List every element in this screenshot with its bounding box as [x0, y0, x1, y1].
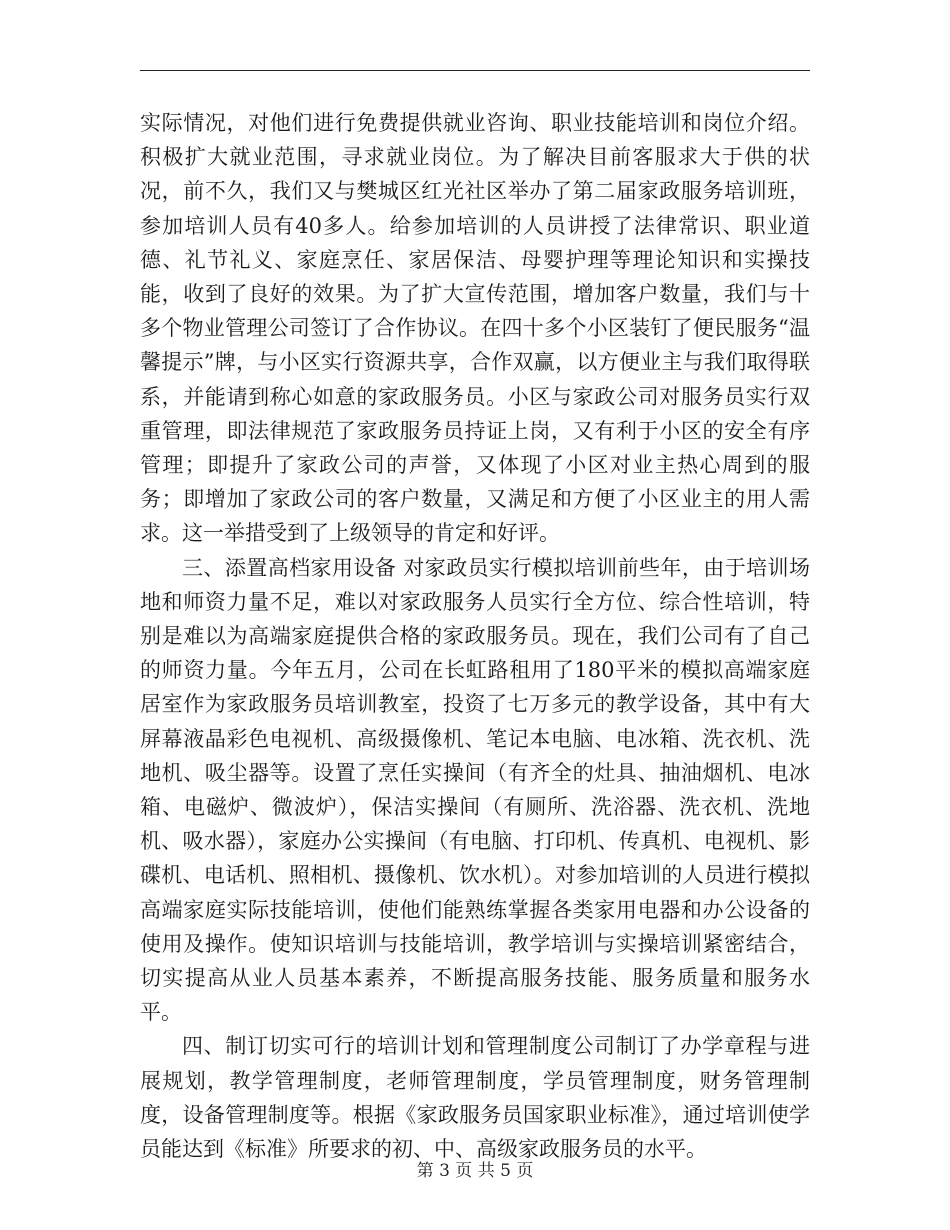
paragraph-section-three: 三、添置高档家用设备 对家政员实行模拟培训前些年，由于培训场地和师资力量不足，难以对家政服务人员实行全方位、综合性培训，特别是难以为高端家庭提供合格的家政服务员。现在，我们公司有了自己的师资力量。今年五月，公司在长虹路租用了180平米的模拟高端家庭居室作为家政服务员培训教室，投资了七万多元的教学设备，其中有大屏幕液晶彩色电视机、高级摄像机、笔记本电脑、电冰箱、洗衣机、洗地机、吸尘器等。设置了烹任实操间（有齐全的灶具、抽油烟机、电冰箱、电磁炉、微波炉），保洁实操间（有厕所、洗浴器、洗衣机、洗地机、吸水器），家庭办公实操间（有电脑、打印机、传真机、电视机、影碟机、电话机、照相机、摄像机、饮水机）。对参加培训的人员进行模拟高端家庭实际技能培训，使他们能熟练掌握各类家用电器和办公设备的使用及操作。使知识培训与技能培训，教学培训与实操培训紧密结合，切实提高从业人员基本素养，不断提高服务技能、服务质量和服务水平。 [140, 555, 810, 1025]
page-footer: 第 3 页 共 5 页 [416, 1161, 534, 1181]
header-rule [140, 70, 810, 71]
body-text [140, 106, 810, 1166]
paragraph-section-four: 四、制订切实可行的培训计划和管理制度公司制订了办学章程与进展规划，教学管理制度，老师管理制度，学员管理制度，财务管理制度，设备管理制度等。根据《家政服务员国家职业标准》，通过培训使学员能达到《标准》所要求的初、中、高级家政服务员的水平。 [140, 1034, 810, 1162]
paragraph-continuation: 实际情况，对他们进行免费提供就业咨询、职业技能培训和岗位介绍。积极扩大就业范围，寻求就业岗位。为了解决目前客服求大于供的状况，前不久，我们又与樊城区红光社区举办了第二届家政服务培训班，参加培训人员有40多人。给参加培训的人员讲授了法律常识、职业道德、礼节礼义、家庭烹任、家居保洁、母婴护理等理论知识和实操技能，收到了良好的效果。为了扩大宣传范围，增加客户数量，我们与十多个物业管理公司签订了合作协议。在四十多个小区装钉了便民服务“温馨提示”牌，与小区实行资源共享，合作双赢，以方便业主与我们取得联系，并能请到称心如意的家政服务员。小区与家政公司对服务员实行双重管理，即法律规范了家政服务员持证上岗，又有利于小区的安全有序管理；即提升了家政公司的声誉，又体现了小区对业主热心周到的服务；即增加了家政公司的客户数量，又满足和方便了小区业主的用人需求。这一举措受到了上级领导的肯定和好评。 [140, 111, 810, 546]
